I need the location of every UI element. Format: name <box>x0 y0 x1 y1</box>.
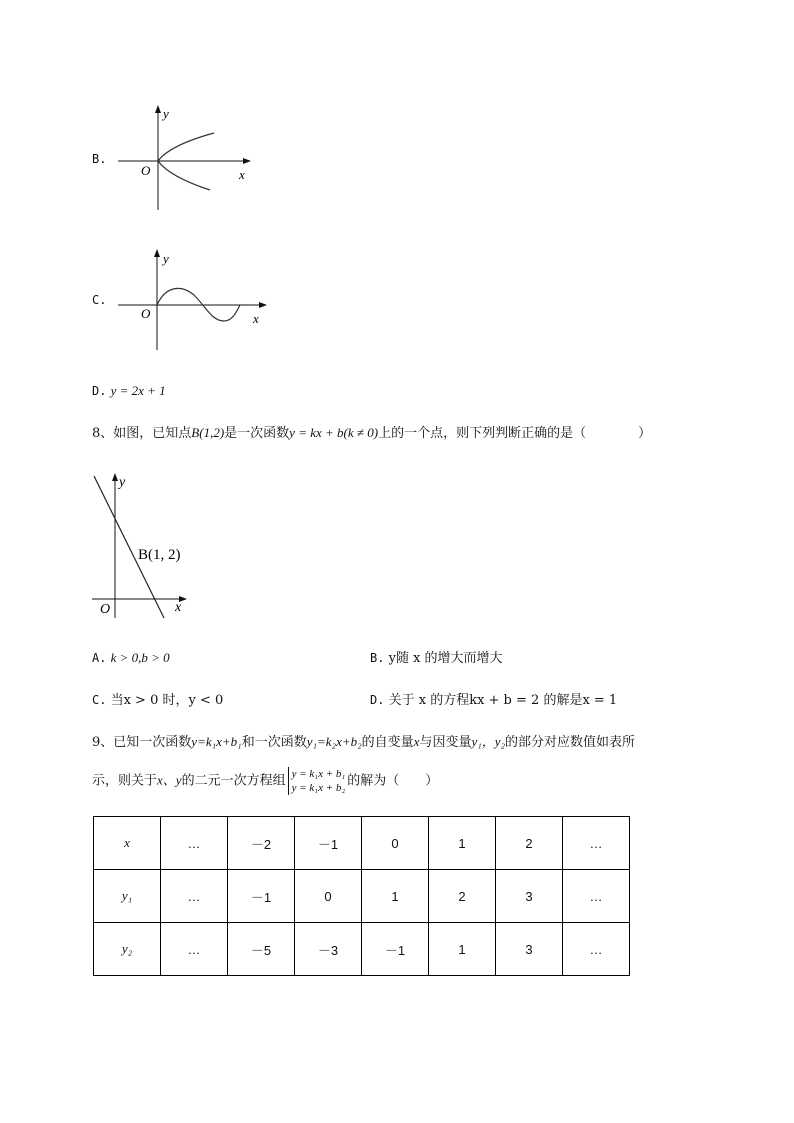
curve-upper <box>158 133 214 161</box>
table-row: y₁ … －1 0 1 2 3 … <box>94 870 630 923</box>
q9-line-1: 9、已知一次函数y=k₁x+b₁和一次函数y₁=k₂x+b₂的自变量x与因变量y₁，y₂的部分对应数值如表所 <box>92 734 636 750</box>
x-label: x <box>175 600 182 615</box>
option-c-label: C. <box>92 293 107 307</box>
origin-label: O <box>141 163 151 178</box>
option-d-formula: y = 2x + 1 <box>110 383 166 398</box>
origin-label: O <box>100 602 111 617</box>
graph-b <box>110 100 260 215</box>
table-row: y₂ … －5 －3 －1 1 3 … <box>94 923 630 976</box>
option-b-label: B. <box>92 152 107 166</box>
option-d-label: D. <box>92 384 107 398</box>
q9-line-2: 示，则关于x、y的二元一次方程组 y = k₁x + b₁ y = k₁x + b₂ 的解为（ ） <box>92 768 439 794</box>
x-label: x <box>239 167 245 182</box>
y-label: y <box>119 475 126 490</box>
option-d <box>92 383 166 400</box>
origin-label: O <box>141 306 151 321</box>
q8-graph <box>88 468 198 623</box>
q8-option-b: B. y随 x 的增大而增大 <box>370 651 503 666</box>
q8-stem <box>92 425 651 442</box>
q8-text-1: 如图，已知点 <box>113 426 192 441</box>
q8-text-3: 上的一个点，则下列判断正确的是（ ） <box>378 426 652 441</box>
x-label: x <box>253 311 259 326</box>
q9-func-2: y₁=k₂x+b₂ <box>306 734 362 749</box>
q8-function: y = kx + b(k ≠ 0) <box>289 425 379 440</box>
q8-text-2: 是一次函数 <box>224 426 290 441</box>
q8-option-d: D. 关于 x 的方程kx + b = 2 的解是x = 1 <box>370 693 618 708</box>
q8-number: 8、 <box>92 426 114 441</box>
q8-point: B(1,2) <box>191 425 225 440</box>
graph-c <box>110 245 275 355</box>
q8-option-c: C. 当x > 0 时，y < 0 <box>92 693 224 708</box>
point-label: B(1, 2) <box>138 547 181 563</box>
q9-func-1: y=k₁x+b₁ <box>191 734 242 749</box>
curve-lower <box>158 161 210 190</box>
q8-option-a: A. k > 0,b > 0 <box>92 650 170 665</box>
y-label: y <box>163 251 169 266</box>
values-table <box>93 816 630 976</box>
table-row: x … －2 －1 0 1 2 … <box>94 817 630 870</box>
y-label: y <box>163 106 169 121</box>
equation-system: y = k₁x + b₁ y = k₁x + b₂ <box>288 767 346 795</box>
